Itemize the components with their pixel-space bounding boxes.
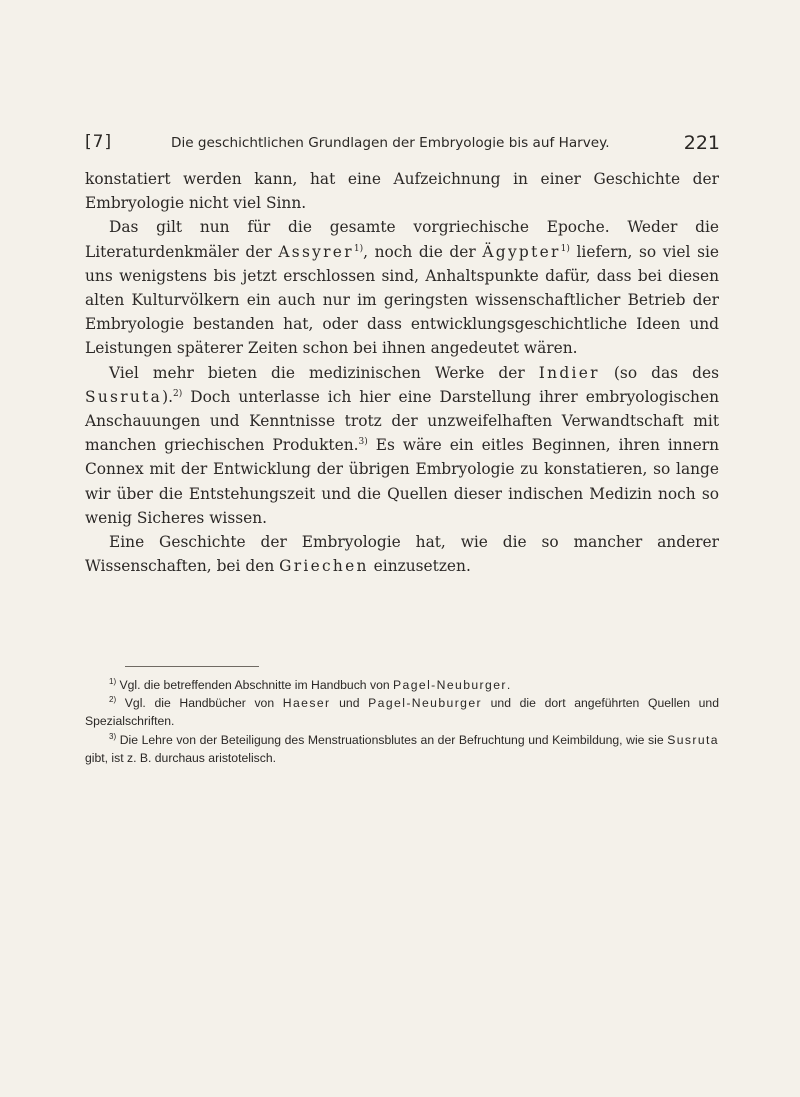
footnote-1: [85, 676, 719, 694]
footnotes: [85, 676, 719, 767]
paragraph-2: [85, 215, 719, 360]
text-run: Vgl. die Handbücher von: [116, 696, 283, 711]
footnote-ref: 1): [560, 243, 570, 254]
text-run: .: [506, 678, 511, 692]
text-run: einzusetzen.: [368, 557, 471, 576]
spaced-name-aegypter: Ägypter: [482, 242, 561, 261]
paragraph-1: konstatiert werden kann, hat eine Aufzeichnung in einer Geschichte der Embryologie nicht viel Sinn.: [85, 170, 719, 213]
footnote-2: [85, 694, 719, 730]
paragraph-4: [85, 530, 719, 578]
text-run: Doch unterlasse ich hier eine Darstellung ihrer embryologischen Anschauungen und Kenntnisse trotz der unzweifelhaften Verwandtschaft mit manchen griechischen Produkten.: [85, 387, 719, 455]
footnote-mark: 3): [109, 731, 117, 741]
text-run: Viel mehr bieten die medizinischen Werke der: [109, 363, 539, 382]
spaced-name: Susruta: [667, 732, 719, 747]
text-run: liefern, so viel sie uns wenigstens bis jetzt erschlossen sind, Anhaltspunkte dafür, dass bei diesen alten Kulturvölkern ein auch nur im geringsten wissenschaftlicher Betrieb der Embryologie bestanden hat, oder dass entwicklungsgeschichtliche Ideen und Leistungen späterer Zeiten schon bei ihnen angedeutet wären.: [85, 242, 720, 358]
running-header: [85, 132, 720, 158]
footnote-mark: 2): [109, 695, 117, 705]
footnote-ref: 1): [353, 243, 364, 254]
text-run: Es wäre ein eitles Beginnen, ihren innern Connex mit der Entwicklung der übrigen Embryologie zu konstatieren, so lange wir über die Entstehungszeit und die Quellen dieser indischen Medizin noch so wenig Sicheres wissen.: [85, 436, 719, 527]
running-title: Die geschichtlichen Grundlagen der Embryologie bis auf Harvey.: [171, 135, 610, 151]
footnote-ref: 3): [358, 437, 368, 448]
text-run: und: [330, 696, 369, 711]
page-number: 221: [683, 132, 720, 154]
main-text: [85, 167, 719, 578]
footnote-3: [85, 731, 719, 767]
spaced-name: Pagel-Neuburger: [393, 678, 507, 692]
text-run: Das gilt nun für die gesamte vorgriechische Epoche. Weder die Literaturdenkmäler der: [85, 218, 719, 261]
spaced-name-assyrer: Assyrer: [278, 242, 354, 261]
text-run: ).: [162, 387, 173, 406]
spaced-name: Pagel-Neuburger: [368, 696, 482, 711]
text-run: gibt, ist z. B. durchaus aristotelisch.: [85, 750, 277, 765]
spaced-name-griechen: Griechen: [279, 557, 369, 576]
text-run: Eine Geschichte der Embryologie hat, wie die so mancher anderer Wissenschaften, bei den: [85, 533, 719, 576]
text-run: und die dort angeführten Quellen und Spezialschriften.: [85, 696, 719, 729]
footnote-ref: 2): [173, 388, 183, 399]
text-run: Die Lehre von der Beteiligung des Menstruationsblutes an der Befruchtung und Keimbildung, wie sie: [116, 732, 668, 747]
text-run: (so das des: [599, 363, 719, 382]
footnote-mark: 1): [109, 677, 117, 686]
text-run: Vgl. die betreffenden Abschnitte im Handbuch von: [116, 678, 394, 692]
spaced-name: Haeser: [282, 696, 331, 711]
text-run: , noch die der: [363, 242, 483, 261]
section-number: [7]: [85, 132, 113, 152]
spaced-name-susruta: Susruta: [85, 387, 163, 406]
paragraph-3: [85, 361, 719, 530]
footnote-divider: [125, 666, 259, 667]
spaced-name-indier: Indier: [538, 363, 600, 382]
